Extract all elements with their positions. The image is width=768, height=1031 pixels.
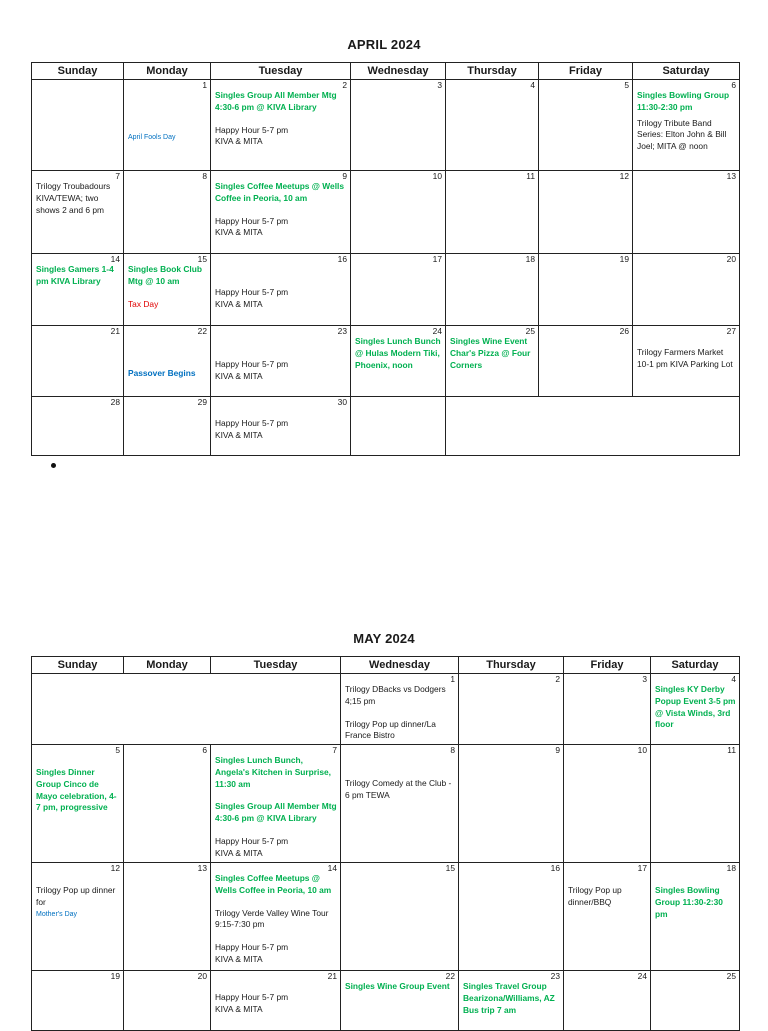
- may-empty-cell: [32, 674, 341, 745]
- day-number: 17: [432, 254, 442, 264]
- event-happy-hour: Happy Hour 5-7 pm: [215, 992, 289, 1002]
- april-title: APRIL 2024: [347, 37, 421, 52]
- event-singles-bowling: Singles Bowling Group 11:30-2:30 pm: [655, 885, 723, 919]
- may-header-monday: Monday: [124, 657, 211, 674]
- april-day-17: [351, 254, 446, 326]
- day-number: 11: [526, 171, 535, 181]
- day-number: 15: [445, 863, 455, 873]
- event-tax-day: Tax Day: [128, 298, 159, 309]
- event-singles-bowling: Singles Bowling Group 11:30-2:30 pm: [637, 90, 730, 112]
- event-popup-dinner: Trilogy Pop up dinner/La France Bistro: [345, 718, 436, 741]
- april-week-5: [32, 397, 740, 456]
- april-header-tuesday: Tuesday: [211, 63, 351, 80]
- may-day-24: [564, 971, 651, 1031]
- bullet-point: [51, 463, 56, 468]
- day-number: 15: [197, 254, 207, 264]
- event-singles-coffee: Singles Coffee Meetups @ Wells Coffee in Peoria, 10 am: [215, 873, 332, 895]
- april-empty-cell: [351, 397, 446, 456]
- day-number: 19: [619, 254, 629, 264]
- day-number: 13: [197, 863, 207, 873]
- event-happy-hour-location: KIVA & MITA: [215, 136, 263, 147]
- april-day-30: [211, 397, 351, 456]
- may-day-19: [32, 971, 124, 1031]
- day-number: 5: [115, 745, 120, 755]
- april-day-8: [124, 171, 211, 254]
- event-happy-hour-location: KIVA & MITA: [215, 298, 263, 309]
- event-happy-hour: Happy Hour 5-7 pm: [215, 835, 289, 846]
- day-number: 2: [555, 674, 560, 684]
- day-number: 29: [197, 397, 207, 407]
- april-day-28: [32, 397, 124, 456]
- event-happy-hour: Happy Hour 5-7 pm: [215, 418, 289, 428]
- april-day-11: [446, 171, 539, 254]
- day-number: 9: [555, 745, 560, 755]
- day-number: 9: [342, 171, 347, 181]
- april-empty-cell: [446, 397, 740, 456]
- day-number: 4: [731, 674, 736, 684]
- may-day-23: [459, 971, 564, 1031]
- event-tribute-band: Trilogy Tribute Band Series: Elton John & Bill Joel; MITA @ noon: [637, 117, 727, 152]
- event-april-fools: April Fools Day: [128, 134, 176, 141]
- day-number: 8: [202, 171, 207, 181]
- event-happy-hour-location: KIVA & MITA: [215, 227, 263, 238]
- event-ky-derby: Singles KY Derby Popup Event 3-5 pm @ Vista Winds, 3rd floor: [655, 684, 736, 730]
- day-number: 19: [110, 971, 120, 981]
- day-number: 17: [637, 863, 647, 873]
- april-day-19: [539, 254, 633, 326]
- april-day-10: [351, 171, 446, 254]
- april-header-saturday: Saturday: [633, 63, 740, 80]
- day-number: 5: [624, 80, 629, 90]
- event-happy-hour-location: KIVA & MITA: [215, 370, 263, 381]
- day-number: 4: [530, 80, 535, 90]
- day-number: 1: [202, 80, 207, 90]
- day-number: 28: [110, 397, 120, 407]
- april-week-2: [32, 171, 740, 254]
- april-day-14: [32, 254, 124, 326]
- day-number: 30: [337, 397, 347, 407]
- april-day-24: [351, 326, 446, 397]
- april-day-21: [32, 326, 124, 397]
- may-day-8: [341, 745, 459, 863]
- event-popup-dinner-bbq: Trilogy Pop up dinner/BBQ: [568, 885, 622, 907]
- april-empty-cell: [32, 80, 124, 171]
- day-number: 22: [445, 971, 455, 981]
- may-day-2: [459, 674, 564, 745]
- event-troubadours: Trilogy Troubadours KIVA/TEWA; two shows 2 and 6 pm: [36, 181, 111, 215]
- may-header-saturday: Saturday: [651, 657, 740, 674]
- may-week-3: [32, 863, 740, 971]
- event-farmers-market: Trilogy Farmers Market 10-1 pm KIVA Parking Lot: [637, 347, 733, 369]
- may-header-tuesday: Tuesday: [211, 657, 341, 674]
- may-day-16: [459, 863, 564, 971]
- day-number: 1: [450, 674, 455, 684]
- april-calendar: [31, 62, 740, 456]
- event-singles-lunch-bunch: Singles Lunch Bunch @ Hulas Modern Tiki, Phoenix, noon: [355, 336, 441, 370]
- day-number: 24: [432, 326, 442, 336]
- day-number: 21: [327, 971, 337, 981]
- day-number: 10: [637, 745, 647, 755]
- event-passover: Passover Begins: [128, 368, 196, 378]
- day-number: 27: [726, 326, 736, 336]
- may-day-17: [564, 863, 651, 971]
- event-happy-hour-location: KIVA & MITA: [215, 953, 263, 964]
- day-number: 12: [110, 863, 120, 873]
- event-wine-tour: Trilogy Verde Valley Wine Tour 9:15-7:30 pm: [215, 907, 329, 930]
- event-singles-gamers: Singles Gamers 1-4 pm KIVA Library: [36, 264, 114, 286]
- event-cinco-de-mayo: Singles Dinner Group Cinco de Mayo celebration, 4-7 pm, progressive: [36, 767, 117, 813]
- may-day-10: [564, 745, 651, 863]
- may-day-21: [211, 971, 341, 1031]
- april-header-sunday: Sunday: [32, 63, 124, 80]
- april-day-25: [446, 326, 539, 397]
- may-week-4: [32, 971, 740, 1031]
- april-day-4: [446, 80, 539, 171]
- may-header-row: [32, 657, 740, 674]
- event-mothers-day: Mother's Day: [36, 910, 78, 918]
- day-number: 13: [726, 171, 736, 181]
- event-happy-hour: Happy Hour 5-7 pm: [215, 359, 289, 369]
- event-dbacks-dodgers: Trilogy DBacks vs Dodgers 4;15 pm: [345, 684, 446, 706]
- may-day-15: [341, 863, 459, 971]
- may-header-sunday: Sunday: [32, 657, 124, 674]
- may-day-5: [32, 745, 124, 863]
- day-number: 16: [550, 863, 560, 873]
- may-title: MAY 2024: [353, 631, 415, 646]
- event-happy-hour: Happy Hour 5-7 pm: [215, 287, 289, 297]
- day-number: 20: [197, 971, 207, 981]
- may-week-1: [32, 674, 740, 745]
- april-day-26: [539, 326, 633, 397]
- april-week-3: [32, 254, 740, 326]
- day-number: 12: [619, 171, 629, 181]
- may-day-13: [124, 863, 211, 971]
- event-popup-dinner: Trilogy Pop up dinner for: [36, 885, 116, 907]
- event-singles-travel: Singles Travel Group Bearizona/Williams, AZ Bus trip 7 am: [463, 981, 555, 1015]
- event-happy-hour-location: KIVA & MITA: [215, 429, 263, 440]
- day-number: 16: [337, 254, 347, 264]
- day-number: 25: [726, 971, 736, 981]
- day-number: 6: [202, 745, 207, 755]
- may-week-2: [32, 745, 740, 863]
- april-day-15: [124, 254, 211, 326]
- day-number: 6: [731, 80, 736, 90]
- event-singles-member-mtg: Singles Group All Member Mtg 4:30-6 pm @ KIVA Library: [215, 90, 337, 112]
- april-day-3: [351, 80, 446, 171]
- day-number: 3: [642, 674, 647, 684]
- april-header-wednesday: Wednesday: [351, 63, 446, 80]
- day-number: 23: [337, 326, 347, 336]
- may-day-25: [651, 971, 740, 1031]
- day-number: 24: [637, 971, 647, 981]
- day-number: 18: [525, 254, 535, 264]
- day-number: 20: [726, 254, 736, 264]
- day-number: 10: [432, 171, 442, 181]
- day-number: 22: [197, 326, 207, 336]
- april-day-5: [539, 80, 633, 171]
- may-day-18: [651, 863, 740, 971]
- event-singles-coffee: Singles Coffee Meetups @ Wells Coffee in Peoria, 10 am: [215, 181, 345, 203]
- day-number: 14: [327, 863, 337, 873]
- april-day-20: [633, 254, 740, 326]
- day-number: 21: [110, 326, 120, 336]
- day-number: 11: [727, 745, 736, 755]
- april-day-12: [539, 171, 633, 254]
- event-singles-member-mtg: Singles Group All Member Mtg 4:30-6 pm @ KIVA Library: [215, 801, 337, 824]
- april-day-22: [124, 326, 211, 397]
- day-number: 7: [332, 745, 337, 755]
- may-calendar: [31, 656, 740, 1031]
- event-singles-wine: Singles Wine Group Event: [345, 981, 450, 991]
- may-day-7: [211, 745, 341, 863]
- april-week-1: [32, 80, 740, 171]
- event-singles-lunch-bunch: Singles Lunch Bunch, Angela's Kitchen in Surprise, 11:30 am: [215, 755, 332, 789]
- event-comedy-club: Trilogy Comedy at the Club - 6 pm TEWA: [345, 778, 452, 800]
- april-header-friday: Friday: [539, 63, 633, 80]
- may-day-12: [32, 863, 124, 971]
- may-day-20: [124, 971, 211, 1031]
- day-number: 2: [342, 80, 347, 90]
- may-day-6: [124, 745, 211, 863]
- event-happy-hour: Happy Hour 5-7 pm: [215, 942, 289, 953]
- day-number: 26: [619, 326, 629, 336]
- day-number: 23: [550, 971, 560, 981]
- day-number: 18: [726, 863, 736, 873]
- april-day-27: [633, 326, 740, 397]
- april-day-16: [211, 254, 351, 326]
- may-day-11: [651, 745, 740, 863]
- may-day-4: [651, 674, 740, 745]
- day-number: 7: [115, 171, 120, 181]
- may-header-friday: Friday: [564, 657, 651, 674]
- day-number: 14: [110, 254, 120, 264]
- may-day-1: [341, 674, 459, 745]
- day-number: 8: [450, 745, 455, 755]
- day-number: 25: [525, 326, 535, 336]
- may-header-thursday: Thursday: [459, 657, 564, 674]
- may-day-9: [459, 745, 564, 863]
- april-day-7: [32, 171, 124, 254]
- event-singles-wine: Singles Wine Event Char's Pizza @ Four Corners: [450, 336, 531, 370]
- may-day-22: [341, 971, 459, 1031]
- april-day-1: [124, 80, 211, 171]
- april-day-29: [124, 397, 211, 456]
- event-happy-hour: Happy Hour 5-7 pm: [215, 215, 289, 226]
- event-happy-hour: Happy Hour 5-7 pm: [215, 124, 289, 135]
- day-number: 3: [437, 80, 442, 90]
- event-happy-hour-location: KIVA & MITA: [215, 847, 263, 858]
- april-day-18: [446, 254, 539, 326]
- april-day-13: [633, 171, 740, 254]
- may-header-wednesday: Wednesday: [341, 657, 459, 674]
- april-day-9: [211, 171, 351, 254]
- may-day-3: [564, 674, 651, 745]
- april-header-monday: Monday: [124, 63, 211, 80]
- april-week-4: [32, 326, 740, 397]
- april-header-thursday: Thursday: [446, 63, 539, 80]
- event-singles-book-club: Singles Book Club Mtg @ 10 am: [128, 264, 202, 286]
- event-happy-hour-location: KIVA & MITA: [215, 1003, 263, 1014]
- april-day-6: [633, 80, 740, 171]
- april-header-row: [32, 63, 740, 80]
- may-day-14: [211, 863, 341, 971]
- april-day-23: [211, 326, 351, 397]
- april-day-2: [211, 80, 351, 171]
